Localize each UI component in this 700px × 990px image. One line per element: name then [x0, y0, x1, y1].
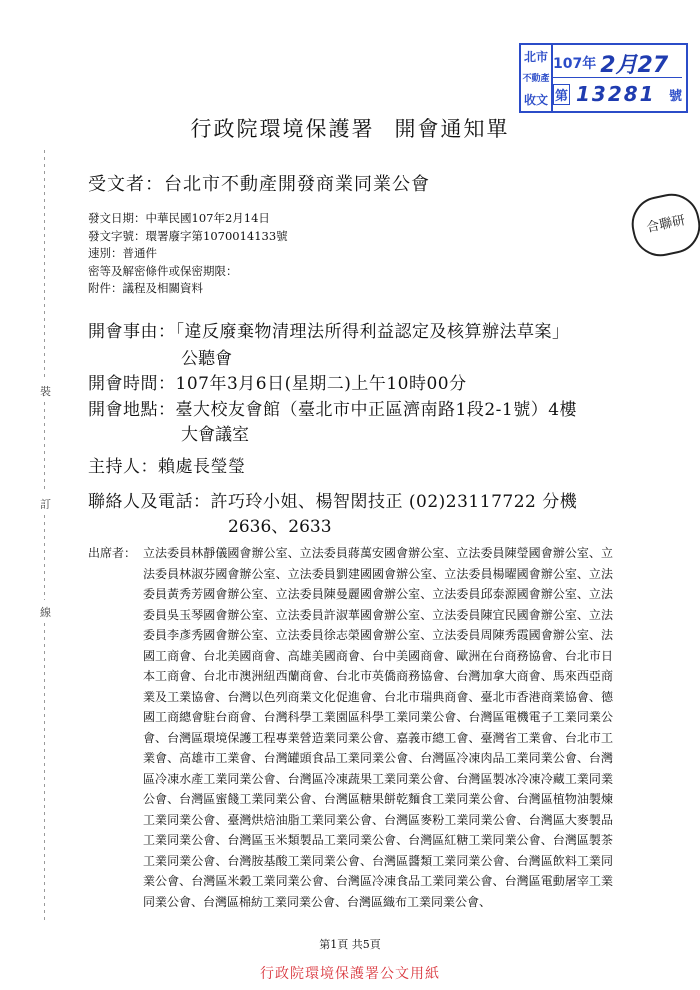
recipient: 受文者：台北市不動產開發商業同業公會: [88, 174, 430, 195]
binding-line-bottom: [44, 623, 45, 923]
meeting-subject-line2: 公聽會: [181, 349, 232, 369]
receipt-stamp-labels: [521, 45, 553, 111]
binding-line-mid: [44, 402, 45, 492]
attendees-label: 出席者：: [88, 546, 137, 560]
stamp-number-row: [553, 81, 682, 107]
attendees-list: 立法委員林靜儀國會辦公室、立法委員蔣萬安國會辦公室、立法委員陳瑩國會辦公室、立法委員林淑芬國會辦公室、立法委員劉建國國會辦公室、立法委員楊曜國會辦公室、立法委員黃秀芳國會辦公室、立法委員陳曼麗國會辦公室、立法委員邱泰源國會辦公室、立法委員吳玉琴國會辦公室、立法委員許淑華國會辦公室、立法委員陳宜民國會辦公室、立法委員李彥秀國會辦公室、立法委員徐志榮國會辦公室、立法委員周陳秀霞國會辦公室、法國工商會、台北美國商會、高雄美國商會、台中美國商會、歐洲在台商務協會、台北市日本工商會、台北市澳洲紐西蘭商會、台北市英僑商務協會、台灣加拿大商會、馬來西亞商業及工業協會、台灣以色列商業文化促進會、台北市瑞典商會、臺北市香港商業協會、德國工商總會駐台商會、台灣科學工業園區科學工業同業公會、台灣區電機電子工業同業公會、台灣區環境保護工程專業營造業同業公會、嘉義市總工會、臺灣省工業會、台北市工業會、高雄市工業會、台灣罐頭食品工業同業公會、台灣區冷凍肉品工業同業公會、台灣區冷凍水產工業同業公會、台灣區冷凍蔬果工業同業公會、台灣區製冰冷凍冷藏工業同業公會、台灣區蜜餞工業同業公會、台灣區糖果餅乾麵食工業同業公會、台灣區植物油製煉工業同業公會、臺灣烘焙油脂工業同業公會、台灣區麥粉工業同業公會、台灣區大麥製品工業同業公會、台灣區玉米類製品工業同業公會、台灣區紅糖工業同業公會、台灣區製茶工業同業公會、台灣胺基酸工業同業公會、台灣區醬類工業同業公會、台灣區飲料工業同業公會、台灣區米穀工業同業公會、台灣區冷凍食品工業同業公會、台灣區電動屠宰工業同業公會、台灣區棉紡工業同業公會、台灣區織布工業同業公會、: [143, 546, 613, 909]
meta-block: [88, 210, 288, 298]
binding-line-lower: [44, 515, 45, 600]
contact-line2: 2636、2633: [228, 517, 332, 537]
meeting-place-line1: 開會地點：臺大校友會館（臺北市中正區濟南路1段2-1號）4樓: [88, 400, 578, 420]
meeting-subject-line1: 開會事由：「違反廢棄物清理法所得利益認定及核算辦法草案」: [88, 322, 570, 342]
document-title: [0, 113, 700, 143]
issue-date: 發文日期：中華民國107年2月14日: [88, 211, 270, 225]
receipt-stamp: [519, 43, 688, 113]
binding-mark-zhuang: 裝: [40, 385, 51, 398]
stamp-label-receipt: 收文: [523, 92, 548, 107]
title-agency: 行政院環境保護署: [190, 117, 375, 141]
page-number: 第1頁 共5頁: [319, 938, 381, 951]
stamp-date-row: [553, 49, 682, 78]
binding-mark-ding: 訂: [40, 498, 51, 511]
doc-number: 發文字號：環署廢字第1070014133號: [88, 228, 288, 243]
stamp-di: 第: [553, 84, 570, 105]
meeting-time: 開會時間：107年3月6日(星期二)上午10時00分: [88, 374, 467, 394]
attachment: 附件：議程及相關資料: [88, 281, 203, 295]
meeting-host: 主持人：賴處長瑩瑩: [88, 457, 246, 477]
contact-line1: 聯絡人及電話：許巧玲小姐、楊智閎技正 (02)23117722 分機: [88, 492, 578, 512]
speed: 速別：普通件: [88, 246, 157, 260]
stamp-number-handwritten: 13281: [576, 82, 656, 106]
binding-mark-xian: 線: [40, 606, 51, 619]
stamp-year: 107年: [553, 56, 597, 72]
seal-text: 合聯研: [645, 212, 687, 236]
stamp-hao: 號: [668, 88, 682, 104]
binding-line-top: [44, 150, 45, 380]
stamp-date-handwritten: 2月27: [600, 52, 669, 78]
stamp-label-realestate: 不動產: [522, 74, 550, 85]
title-doc-type: 開會通知單: [394, 117, 510, 141]
confidential: 密等及解密條件或保密期限：: [88, 263, 238, 278]
stamp-label-city: 北市: [523, 50, 548, 65]
official-paper-label: 行政院環境保護署公文用紙: [260, 966, 440, 982]
round-seal: [627, 189, 700, 262]
meeting-place-line2: 大會議室: [181, 425, 249, 445]
